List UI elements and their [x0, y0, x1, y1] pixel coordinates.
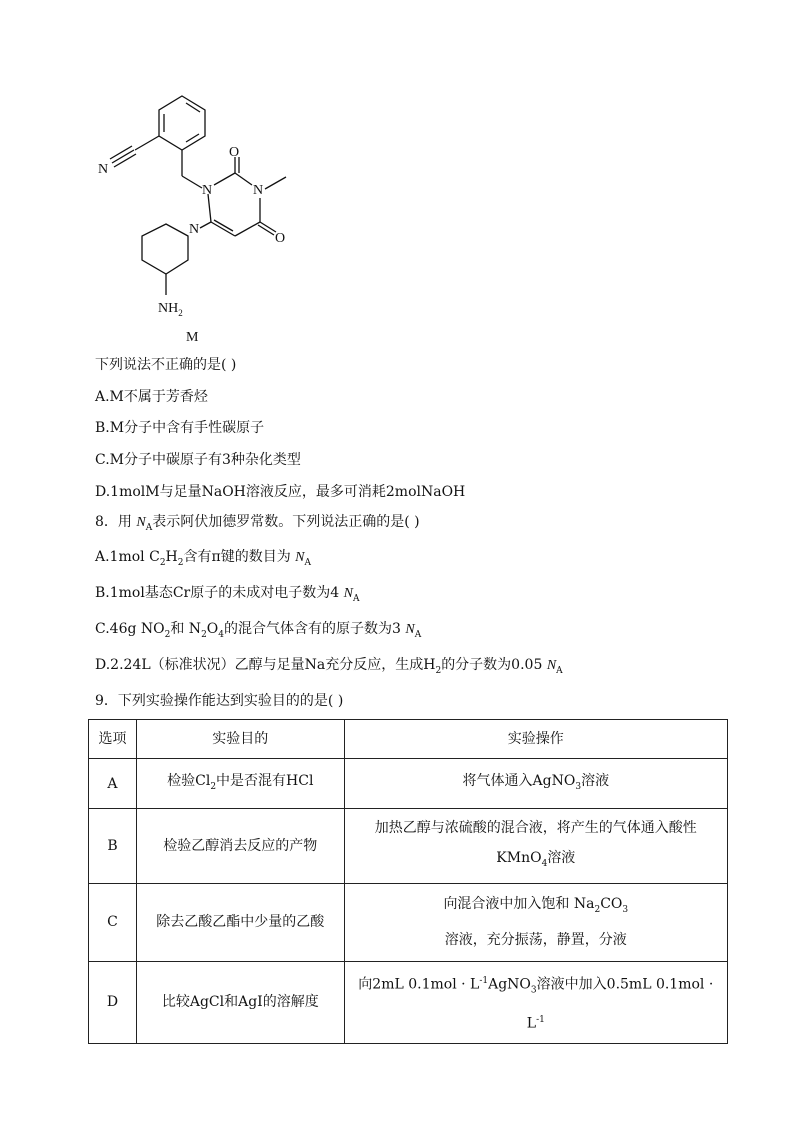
atom-nh2: $NH_2$ [158, 301, 183, 318]
header-option: 选项 [89, 720, 137, 759]
row-c-goal: 除去乙酸乙酯中少量的乙酸 [136, 883, 344, 961]
row-b-operation: 加热乙醇与浓硫酸的混合液，将产生的气体通入酸性 KMnO$_4$溶液 [344, 809, 727, 884]
row-a-operation: 将气体通入AgNO$_3$溶液 [344, 759, 727, 809]
q7-option-d: D.1molM与足量NaOH溶液反应，最多可消耗2molNaOH [95, 484, 466, 500]
atom-o1: O [229, 145, 240, 160]
q8-option-d: D.2.24L（标准状况）乙醇与足量Na充分反应，生成$H_2$的分子数为0.05 $N_A$ [95, 657, 563, 676]
q8-option-c: C.46g $NO_2$和 $N_2O_4$的混合气体含有的原子数为3 $N_A$ [95, 621, 422, 640]
header-goal: 实验目的 [136, 720, 344, 759]
molecule-structure [90, 90, 310, 350]
benzene-ring [159, 96, 205, 150]
molecule-label: M [186, 330, 199, 345]
atom-n-piperidine: N [189, 222, 200, 237]
atom-n3: N [253, 183, 264, 198]
row-b-option: B [89, 809, 137, 884]
q7-option-b: B.M分子中含有手性碳原子 [95, 420, 265, 436]
row-d-option: D [89, 961, 137, 1043]
q7-stem: 下列说法不正确的是( ) [95, 357, 237, 373]
experiment-table [88, 719, 728, 1044]
row-a-option: A [89, 759, 137, 809]
header-operation: 实验操作 [344, 720, 727, 759]
molecule-structure-drawing [90, 90, 310, 350]
row-d-operation: 向2mL $0.1mol \cdot L^{-1}AgNO_3$溶液中加入0.5mL $0.1mol \cdot L^{-1}$ [344, 961, 727, 1043]
atom-n1: N [202, 183, 213, 198]
table-row [89, 883, 728, 961]
q7-option-a: A.M不属于芳香烃 [95, 389, 208, 405]
table-row [89, 809, 728, 884]
row-d-goal: 比较AgCl和AgI的溶解度 [136, 961, 344, 1043]
atom-o2: O [275, 231, 286, 246]
row-c-operation: 向混合液中加入饱和 $Na_2CO_3$ 溶液，充分振荡，静置，分液 [344, 883, 727, 961]
q7-option-c: C.M分子中碳原子有3种杂化类型 [95, 452, 301, 468]
row-b-goal: 检验乙醇消去反应的产物 [136, 809, 344, 884]
table-row [89, 759, 728, 809]
q8-stem: 8．用 $N_A$表示阿伏加德罗常数。下列说法正确的是( ) [95, 514, 420, 533]
row-a-goal: 检验$Cl_2$中是否混有HCl [136, 759, 344, 809]
row-c-option: C [89, 883, 137, 961]
piperidine-ring [142, 224, 188, 274]
q8-option-a: A.1mol $C_2H_2$含有π键的数目为 $N_A$ [95, 549, 311, 568]
q9-stem: 9．下列实验操作能达到实验目的的是( ) [95, 693, 344, 709]
atom-n-nitrile: N [98, 162, 109, 177]
table-header-row [89, 720, 728, 759]
table-row [89, 961, 728, 1043]
q8-option-b: B.1mol基态Cr原子的未成对电子数为4 $N_A$ [95, 585, 360, 604]
